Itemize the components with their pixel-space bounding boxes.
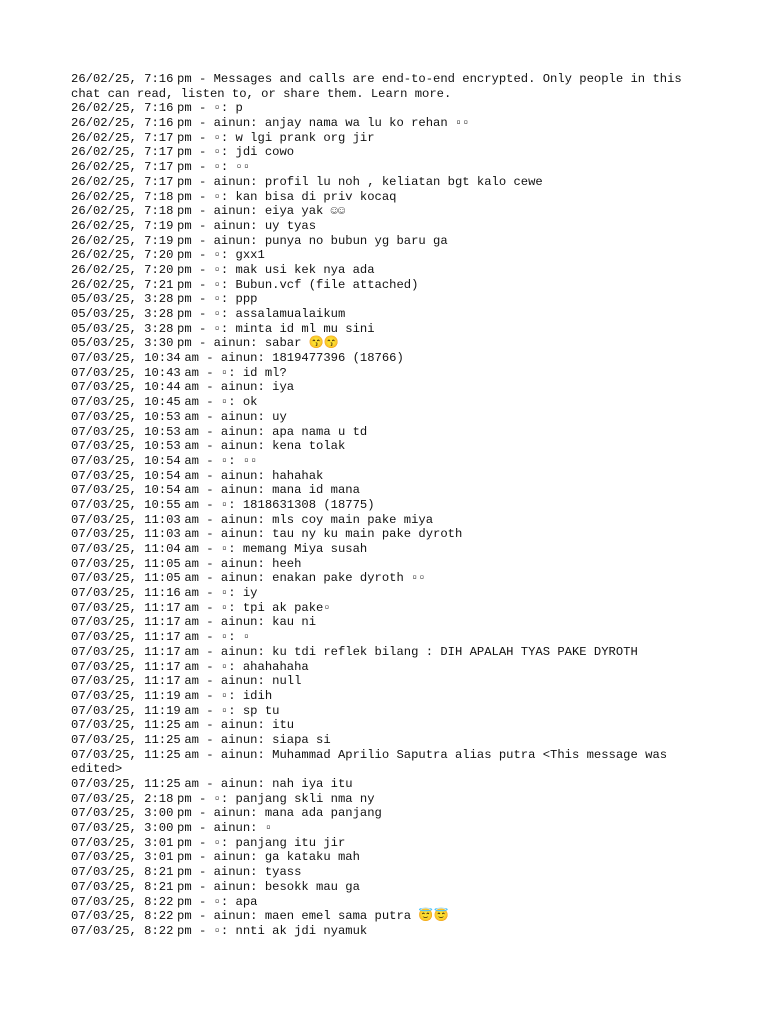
- chat-message-line: 05/03/25, 3:28 pm - ▫: assalamualaikum: [71, 307, 346, 321]
- chat-message-line: 07/03/25, 10:43 am - ▫: id ml?: [71, 365, 287, 380]
- chat-message-line: 26/02/25, 7:20 pm - ▫: gxx1: [71, 248, 265, 263]
- chat-message-line: 07/03/25, 11:17 am - ▫: ahahahaha: [71, 659, 309, 674]
- chat-message-line: 07/03/25, 10:34 am - ainun: 1819477396 (18766): [71, 351, 404, 366]
- chat-message-line: 26/02/25, 7:19 pm - ainun: uy tyas: [71, 218, 317, 233]
- chat-message-line: 26/02/25, 7:17 pm - ▫: w lgi prank org jir: [71, 130, 375, 145]
- chat-message-line: 05/03/25, 3:28 pm - ▫: minta id ml mu sini: [71, 321, 375, 336]
- chat-message-line: 07/03/25, 11:17 am - ainun: kau ni: [71, 615, 317, 630]
- chat-message-line: 26/02/25, 7:17 pm - ▫: ▫▫: [71, 160, 251, 175]
- chat-message-line: 07/03/25, 3:01 pm - ▫: panjang itu jir: [71, 835, 346, 850]
- chat-message-line: 07/03/25, 10:53 am - ainun: uy: [71, 409, 287, 424]
- chat-message-line: 07/03/25, 11:05 am - ainun: enakan pake dyroth ▫▫: [71, 571, 426, 586]
- chat-message-line: 05/03/25, 3:28 pm - ▫: ppp: [71, 292, 258, 307]
- chat-message-line: 26/02/25, 7:21 pm - ▫: Bubun.vcf (file attached): [71, 277, 419, 292]
- chat-message-line: 07/03/25, 11:19 am - ▫: sp tu: [71, 703, 280, 718]
- chat-message-line: 07/03/25, 3:00 pm - ainun: mana ada panjang: [71, 806, 382, 821]
- chat-message-line: 07/03/25, 8:22 pm - ▫: apa: [71, 894, 258, 909]
- chat-message-line: 26/02/25, 7:18 pm - ▫: kan bisa di priv kocaq: [71, 189, 397, 204]
- chat-message-line: 07/03/25, 11:17 am - ▫: ▫: [71, 630, 251, 645]
- chat-message-line: 07/03/25, 11:17 am - ainun: ku tdi reflek bilang : DIH APALAH TYAS PAKE DYROTH: [71, 644, 638, 659]
- chat-message-line: 07/03/25, 8:22 pm - ▫: nnti ak jdi nyamuk: [71, 923, 368, 938]
- chat-message-line: 07/03/25, 8:22 pm - ainun: maen emel sama putra 😇😇: [71, 909, 449, 924]
- chat-message-line: 07/03/25, 2:18 pm - ▫: panjang skli nma ny: [71, 791, 375, 806]
- chat-message-line: 26/02/25, 7:16 pm - ▫: p: [71, 101, 243, 116]
- chat-message-line: 07/03/25, 10:55 am - ▫: 1818631308 (18775): [71, 497, 375, 512]
- chat-message-line: 07/03/25, 10:54 am - ▫: ▫▫: [71, 453, 258, 468]
- chat-message-line: 07/03/25, 8:21 pm - ainun: besokk mau ga: [71, 879, 360, 894]
- chat-message-line: 26/02/25, 7:16 pm - ainun: anjay nama wa lu ko rehan ▫▫: [71, 116, 470, 131]
- chat-message-line: 07/03/25, 10:45 am - ▫: ok: [71, 395, 258, 410]
- chat-message-line: 26/02/25, 7:17 pm - ainun: profil lu noh , keliatan bgt kalo cewe: [71, 174, 543, 189]
- chat-message-line: 26/02/25, 7:16 pm - Messages and calls are end-to-end encrypted. Only people in this chat can read, listen to, or share them. Learn more.: [71, 72, 690, 101]
- chat-message-line: 07/03/25, 11:04 am - ▫: memang Miya susah: [71, 542, 368, 556]
- chat-message-line: 26/02/25, 7:18 pm - ainun: eiya yak ☺☺: [71, 204, 346, 219]
- chat-message-line: 07/03/25, 11:17 am - ▫: tpi ak pake▫: [71, 600, 331, 615]
- chat-message-line: 07/03/25, 10:53 am - ainun: apa nama u td: [71, 424, 368, 439]
- chat-message-line: 26/02/25, 7:20 pm - ▫: mak usi kek nya ada: [71, 262, 375, 277]
- chat-message-line: 07/03/25, 10:53 am - ainun: kena tolak: [71, 439, 346, 454]
- chat-message-line: 07/03/25, 11:25 am - ainun: siapa si: [71, 732, 331, 747]
- chat-message-line: 07/03/25, 11:25 am - ainun: nah iya itu: [71, 777, 353, 791]
- chat-message-line: 07/03/25, 11:17 am - ainun: null: [71, 674, 302, 689]
- chat-message-line: 07/03/25, 10:54 am - ainun: mana id mana: [71, 483, 360, 498]
- chat-message-line: 07/03/25, 11:19 am - ▫: idih: [71, 688, 273, 703]
- chat-message-line: 07/03/25, 11:03 am - ainun: mls coy main pake miya: [71, 512, 434, 527]
- chat-message-line: 26/02/25, 7:17 pm - ▫: jdi cowo: [71, 145, 295, 160]
- chat-export-page: [71, 72, 711, 939]
- chat-message-line: 07/03/25, 11:05 am - ainun: heeh: [71, 556, 302, 571]
- chat-message-line: 07/03/25, 8:21 pm - ainun: tyass: [71, 865, 302, 880]
- chat-message-line: 05/03/25, 3:30 pm - ainun: sabar 😙😙: [71, 336, 340, 351]
- chat-message-line: 07/03/25, 11:25 am - ainun: Muhammad Aprilio Saputra alias putra <This message was edited>: [71, 747, 675, 777]
- chat-message-line: 26/02/25, 7:19 pm - ainun: punya no bubun yg baru ga: [71, 233, 448, 248]
- chat-message-line: 07/03/25, 10:54 am - ainun: hahahak: [71, 468, 324, 483]
- chat-message-line: 07/03/25, 11:25 am - ainun: itu: [71, 718, 295, 733]
- chat-message-line: 07/03/25, 11:03 am - ainun: tau ny ku main pake dyroth: [71, 527, 463, 542]
- chat-message-line: 07/03/25, 3:00 pm - ainun: ▫: [71, 821, 273, 836]
- chat-message-line: 07/03/25, 11:16 am - ▫: iy: [71, 586, 258, 601]
- chat-message-line: 07/03/25, 3:01 pm - ainun: ga kataku mah: [71, 850, 360, 865]
- chat-message-line: 07/03/25, 10:44 am - ainun: iya: [71, 380, 295, 395]
